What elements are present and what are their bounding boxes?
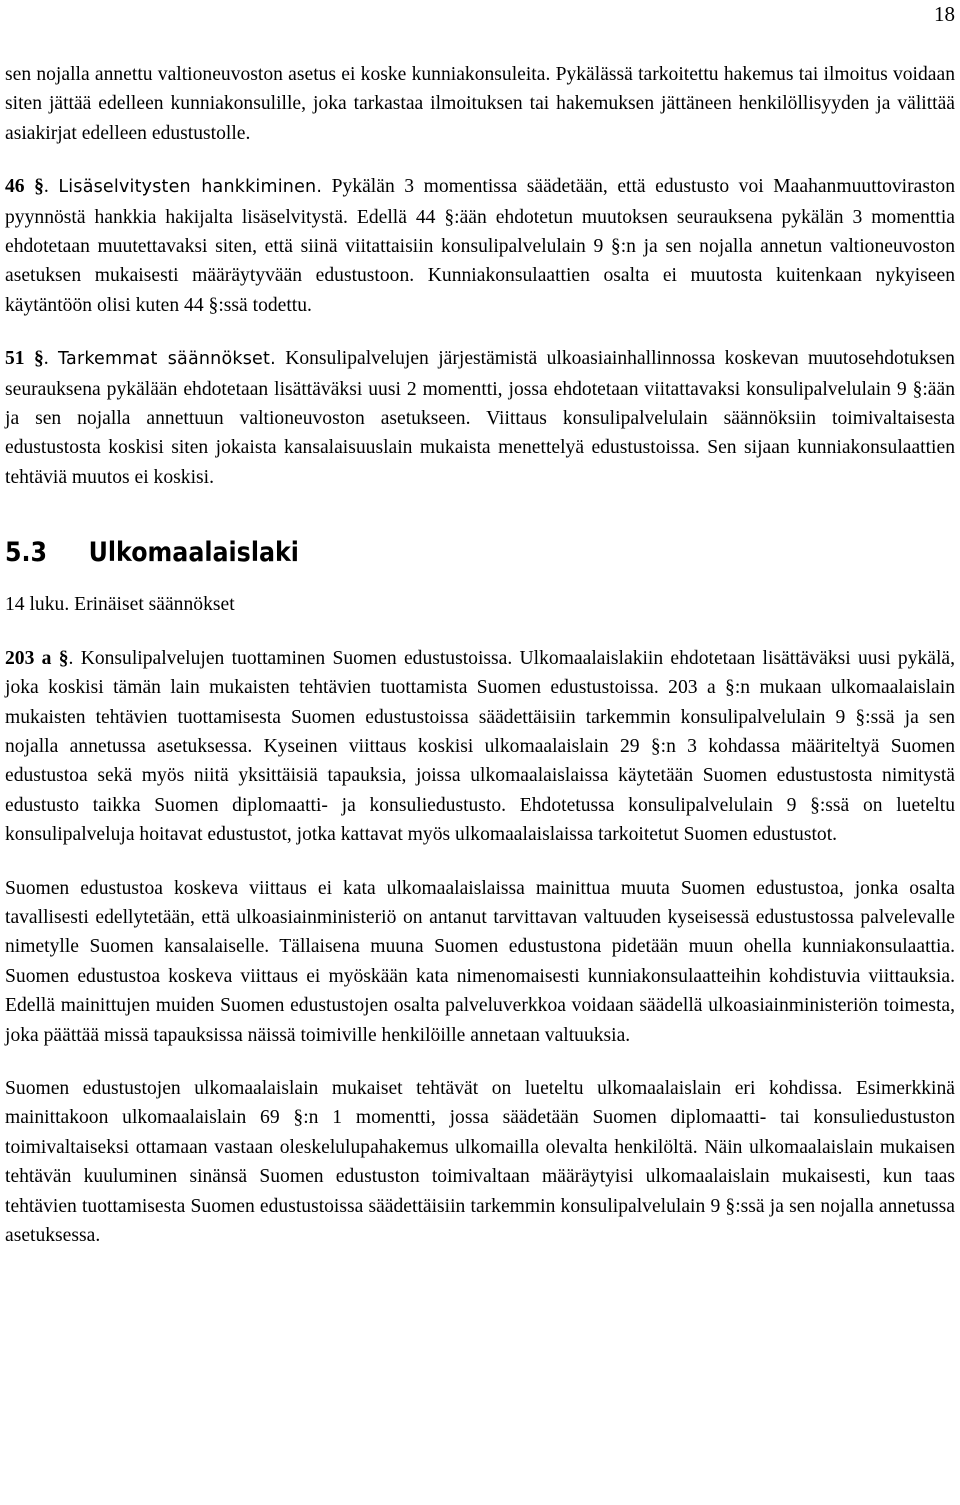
section-203a-number: 203 a § bbox=[5, 647, 69, 669]
section-203a: 203 a §. Konsulipalvelujen tuottaminen Suomen edustustoissa. Ulkomaalaislakiin ehdotetaan lisättäväksi uusi pykälä, joka koskisi tämän lain mukaisten tehtävien tuottamista Suomen edustustoissa. 203 a §:n mukaan ulkomaalaislain mukaisten tehtävien tuottamisesta Suomen edustustoissa säädettäisiin tarkemmin konsulipalvelulain 9 §:ssä ja sen nojalla annetussa asetuksessa. Kyseinen viittaus koskisi ulkomaalaislain 29 §:n 3 kohdassa määriteltyä Suomen edustustoa sekä myös niitä yksittäisiä tapauksia, joissa ulkomaalaislaissa käytetään Suomen edustustosta nimitystä edustusto taikka Suomen diplomaatti- ja konsuliedustusto. Ehdotetussa konsulipalvelulain 9 §:ssä on lueteltu konsulipalveluja hoitavat edustustot, jotka kattavat myös ulkomaalaislaissa tarkoitetut Suomen edustustot. bbox=[5, 647, 956, 846]
section-heading bbox=[5, 536, 841, 570]
section-46-number: 46 § bbox=[5, 176, 44, 198]
section-heading-number: 5.3 bbox=[5, 537, 48, 569]
paragraph-suomen-edustustojen: Suomen edustustojen ulkomaalaislain mukaiset tehtävät on lueteltu ulkomaalaislain eri kohdissa. Esimerkkinä mainittakoon ulkomaalaislain 69 §:n 1 momentti, jossa säädetään Suomen diplomaatti- tai konsuliedustuston toimivaltaiseksi ottamaan vastaan oleskelulupahakemus ulkomailla olevalta henkilöltä. Näin ulkomaalaislain mukaisen tehtävän kuuluminen sinänsä Suomen edustuston toimivaltaan määräytyisi ulkomaalaislain mukaisesti, kun taas tehtävien tuottamisesta Suomen edustustoissa säädettäisiin tarkemmin konsulipalvelulain 9 §:ssä ja sen nojalla annetussa asetuksessa. bbox=[5, 1077, 955, 1246]
paragraph-suomen-edustustoa: Suomen edustustoa koskeva viittaus ei kata ulkomaalaislaissa mainittua muuta Suomen edustustoa, jonka osalta tavallisesti edellytetään, että ulkoasiainministeriö on antanut tarvittavan valtuuden kyseisessä edustustossa palvelevalle nimetylle Suomen kansalaiselle. Tällaisena muuna Suomen edustustona pidetään muun ohella kunniakonsulaattia. Suomen edustustoa koskeva viittaus ei myöskään kata nimenomaisesti kunniakonsulaatteihin kohdistuvia viittauksia. Edellä mainittujen muiden Suomen edustustojen osalta palveluverkkoa voidaan säädellä ulkoasiainministeriön toimesta, joka päättää missä tapauksissa näissä toimiville henkilöille annetaan valtuuksia. bbox=[5, 877, 955, 1046]
paragraph-intro: sen nojalla annettu valtioneuvoston asetus ei koske kunniakonsuleita. Pykälässä tarkoitettu hakemus tai ilmoitus voidaan siten jättää edelleen kunniakonsulille, joka tarkastaa ilmoituksen tai hakemuksen jättäneen henkilöllisyyden ja välittää asiakirjat edelleen edustustolle. bbox=[5, 64, 955, 144]
section-51: 51 §. Tarkemmat säännökset. Konsulipalvelujen järjestämistä ulkoasiainhallinnossa koskevan muutosehdotuksen seurauksena pykälään ehdotetaan lisättäväksi uusi 2 momentti, jossa ehdotetaan viitattavaksi konsulipalvelulain 9 §:ään ja sen nojalla annettuun valtioneuvoston asetukseen. Viittaus konsulipalvelulain säännöksiin toimivaltaisesta edustustosta koskisi siten jokaista kansalaisuuslain mukaista menettelyä edustustoissa. Sen sijaan kunniakonsulaattien tehtäviä muutos ei koskisi. bbox=[5, 348, 955, 488]
chapter-title: 14 luku. Erinäiset säännökset bbox=[5, 594, 235, 616]
page-number: 18 bbox=[934, 2, 955, 26]
section-51-title: Tarkemmat säännökset. bbox=[58, 349, 276, 370]
document-body bbox=[5, 60, 955, 1250]
section-46-body: Pykälän 3 momentissa säädetään, että edustusto voi Maahanmuuttoviraston pyynnöstä hankkia hakijalta lisäselvitystä. Edellä 44 §:ään ehdotetun muutoksen seurauksena pykälän 3 momenttia ehdotetaan muutettavaksi siten, että siinä viitattaisiin konsulipalvelulain 9 §:n ja sen nojalla annetun valtioneuvoston asetuksen mukaisesti määräytyvään edustustoon. Kunniakonsulaattien osalta ei muutosta kuitenkaan nykyiseen käytäntöön olisi kuten 44 §:ssä todettu. bbox=[5, 176, 955, 316]
section-46-title: Lisäselvitysten hankkiminen. bbox=[58, 177, 323, 198]
section-51-body: Konsulipalvelujen järjestämistä ulkoasiainhallinnossa koskevan muutosehdotuksen seurauksena pykälään ehdotetaan lisättäväksi uusi 2 momentti, jossa ehdotetaan viitattavaksi konsulipalvelulain 9 §:ään ja sen nojalla annettuun valtioneuvoston asetukseen. Viittaus konsulipalvelulain säännöksiin toimivaltaisesta edustustosta koskisi siten jokaista kansalaisuuslain mukaista menettelyä edustustoissa. Sen sijaan kunniakonsulaattien tehtäviä muutos ei koskisi. bbox=[5, 348, 955, 488]
section-203a-title: Konsulipalvelujen tuottaminen Suomen edustustoissa. bbox=[80, 647, 513, 669]
section-heading-title: Ulkomaalaislaki bbox=[88, 537, 299, 569]
section-203a-body: Ulkomaalaislakiin ehdotetaan lisättäväksi uusi pykälä, joka koskisi tämän lain mukaisten tehtävien tuottamista Suomen edustustoissa. 203 a §:n mukaan ulkomaalaislain mukaisten tehtävien tuottamisesta Suomen edustustoissa säädettäisiin tarkemmin konsulipalvelulain 9 §:ssä ja sen nojalla annetussa asetuksessa. Kyseinen viittaus koskisi ulkomaalaislain 29 §:n 3 kohdassa määriteltyä Suomen edustustoa sekä myös niitä yksittäisiä tapauksia, joissa ulkomaalaislaissa käytetään Suomen edustustosta nimitystä edustusto taikka Suomen diplomaatti- ja konsuliedustusto. Ehdotetussa konsulipalvelulain 9 §:ssä on lueteltu konsulipalveluja hoitavat edustustot, jotka kattavat myös ulkomaalaislaissa tarkoitetut Suomen edustustot. bbox=[5, 647, 956, 846]
section-46: 46 §. Lisäselvitysten hankkiminen. Pykälän 3 momentissa säädetään, että edustusto voi Maahanmuuttoviraston pyynnöstä hankkia hakijalta lisäselvitystä. Edellä 44 §:ään ehdotetun muutoksen seurauksena pykälän 3 momenttia ehdotetaan muutettavaksi siten, että siinä viitattaisiin konsulipalvelulain 9 §:n ja sen nojalla annetun valtioneuvoston asetuksen mukaisesti määräytyvään edustustoon. Kunniakonsulaattien osalta ei muutosta kuitenkaan nykyiseen käytäntöön olisi kuten 44 §:ssä todettu. bbox=[5, 176, 955, 316]
section-51-number: 51 § bbox=[5, 348, 44, 370]
